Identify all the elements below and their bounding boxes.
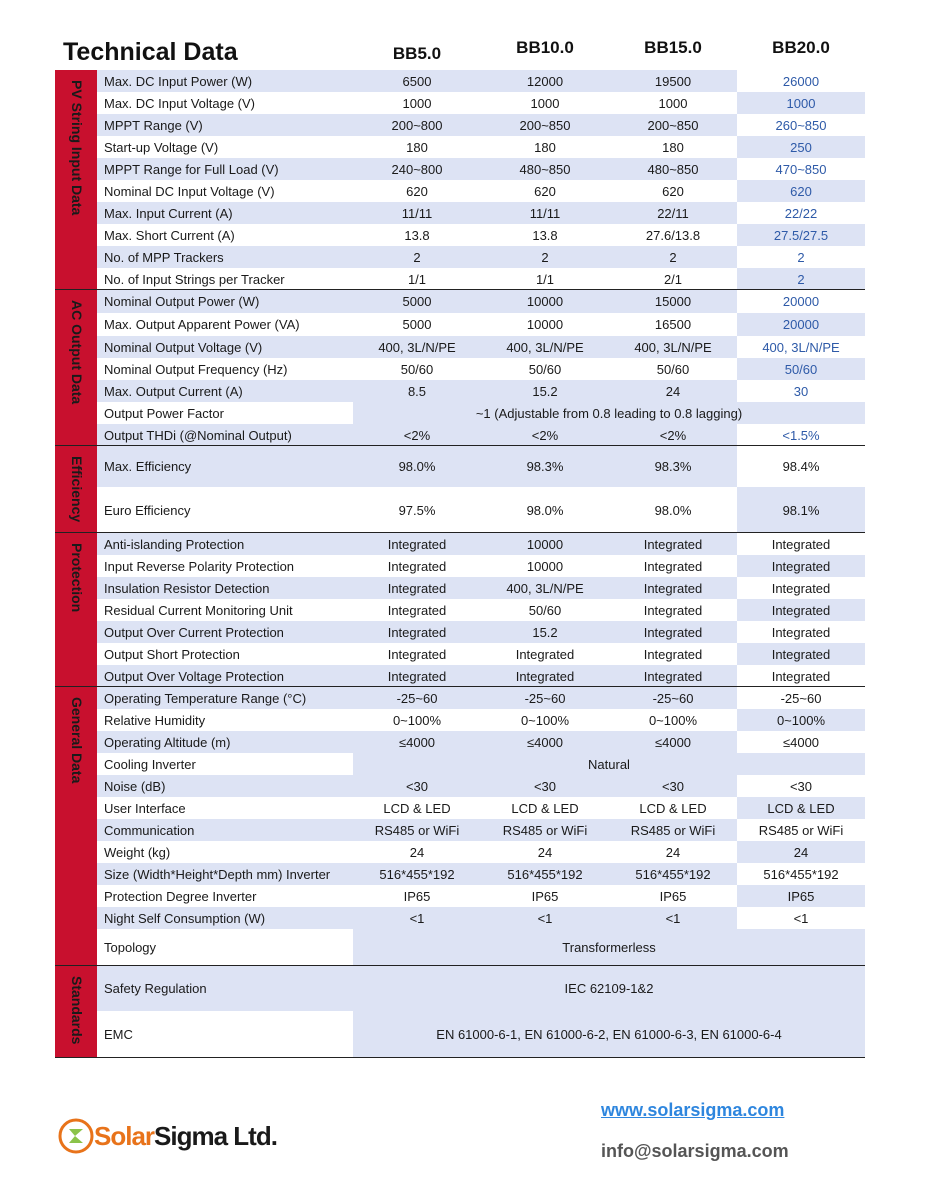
- value-cell-bb5-0: LCD & LED: [353, 797, 481, 819]
- value-cell-bb5-0: 1/1: [353, 268, 481, 290]
- value-cell-bb20-0: 620: [737, 180, 865, 202]
- value-cell-bb5-0: 1000: [353, 92, 481, 114]
- value-cell-bb15-0: 400, 3L/N/PE: [609, 336, 737, 358]
- param-label: User Interface: [97, 797, 353, 819]
- param-label: No. of MPP Trackers: [97, 246, 353, 268]
- sun-logo-icon: [58, 1118, 94, 1154]
- value-cell-bb5-0: 400, 3L/N/PE: [353, 336, 481, 358]
- param-label: Max. Efficiency: [97, 446, 353, 487]
- value-cell-bb15-0: 98.0%: [609, 487, 737, 533]
- table-row: [97, 533, 865, 555]
- spanned-value: Transformerless: [353, 929, 865, 966]
- value-cell-bb10-0: 15.2: [481, 380, 609, 402]
- section-label-block: [55, 70, 97, 290]
- param-label: Output Power Factor: [97, 402, 353, 424]
- section-label-block: [55, 290, 97, 446]
- value-cell-bb20-0: <30: [737, 775, 865, 797]
- value-cell-bb20-0: 260~850: [737, 114, 865, 136]
- spanned-value: ~1 (Adjustable from 0.8 leading to 0.8 lagging): [353, 402, 865, 424]
- value-cell-bb10-0: Integrated: [481, 643, 609, 665]
- value-cell-bb5-0: Integrated: [353, 533, 481, 555]
- param-label: Max. Short Current (A): [97, 224, 353, 246]
- value-cell-bb20-0: LCD & LED: [737, 797, 865, 819]
- table-row: [97, 313, 865, 336]
- table-row: [97, 929, 865, 966]
- column-header-3: BB20.0: [772, 38, 830, 57]
- param-label: Topology: [97, 929, 353, 966]
- value-cell-bb15-0: 16500: [609, 313, 737, 336]
- value-cell-bb5-0: 200~800: [353, 114, 481, 136]
- param-label: Euro Efficiency: [97, 487, 353, 533]
- param-label: Max. Output Current (A): [97, 380, 353, 402]
- column-header-0: BB5.0: [392, 44, 442, 63]
- value-cell-bb15-0: 50/60: [609, 358, 737, 380]
- value-cell-bb20-0: 516*455*192: [737, 863, 865, 885]
- value-cell-bb5-0: 50/60: [353, 358, 481, 380]
- value-cell-bb15-0: Integrated: [609, 577, 737, 599]
- value-cell-bb15-0: 24: [609, 380, 737, 402]
- value-cell-bb15-0: 516*455*192: [609, 863, 737, 885]
- param-label: Nominal DC Input Voltage (V): [97, 180, 353, 202]
- param-label: Output THDi (@Nominal Output): [97, 424, 353, 446]
- value-cell-bb20-0: 1000: [737, 92, 865, 114]
- value-cell-bb20-0: 26000: [737, 70, 865, 92]
- table-row: [97, 665, 865, 687]
- section-label: Efficiency: [69, 456, 85, 523]
- value-cell-bb10-0: 98.0%: [481, 487, 609, 533]
- value-cell-bb15-0: 2: [609, 246, 737, 268]
- value-cell-bb15-0: Integrated: [609, 533, 737, 555]
- section-label: General Data: [69, 697, 85, 784]
- value-cell-bb5-0: 5000: [353, 313, 481, 336]
- value-cell-bb5-0: ≤4000: [353, 731, 481, 753]
- value-cell-bb15-0: -25~60: [609, 687, 737, 709]
- value-cell-bb10-0: 1/1: [481, 268, 609, 290]
- table-row: [97, 687, 865, 709]
- value-cell-bb5-0: RS485 or WiFi: [353, 819, 481, 841]
- value-cell-bb10-0: 50/60: [481, 358, 609, 380]
- value-cell-bb20-0: 98.1%: [737, 487, 865, 533]
- value-cell-bb5-0: 5000: [353, 290, 481, 313]
- table-row: [97, 180, 865, 202]
- param-label: Output Over Current Protection: [97, 621, 353, 643]
- value-cell-bb20-0: Integrated: [737, 599, 865, 621]
- param-label: No. of Input Strings per Tracker: [97, 268, 353, 290]
- value-cell-bb20-0: 0~100%: [737, 709, 865, 731]
- value-cell-bb15-0: <2%: [609, 424, 737, 446]
- value-cell-bb20-0: 2: [737, 246, 865, 268]
- table-row: [97, 380, 865, 402]
- value-cell-bb20-0: 22/22: [737, 202, 865, 224]
- value-cell-bb10-0: 1000: [481, 92, 609, 114]
- value-cell-bb15-0: 15000: [609, 290, 737, 313]
- param-label: Anti-islanding Protection: [97, 533, 353, 555]
- value-cell-bb15-0: 620: [609, 180, 737, 202]
- param-label: Weight (kg): [97, 841, 353, 863]
- value-cell-bb15-0: 0~100%: [609, 709, 737, 731]
- table-row: [97, 621, 865, 643]
- table-row: [97, 599, 865, 621]
- table-row: [97, 487, 865, 533]
- value-cell-bb5-0: 6500: [353, 70, 481, 92]
- value-cell-bb20-0: <1.5%: [737, 424, 865, 446]
- value-cell-bb10-0: 400, 3L/N/PE: [481, 336, 609, 358]
- table-row: [97, 841, 865, 863]
- param-label: Output Short Protection: [97, 643, 353, 665]
- company-logo: [58, 1118, 277, 1154]
- value-cell-bb20-0: IP65: [737, 885, 865, 907]
- value-cell-bb5-0: 0~100%: [353, 709, 481, 731]
- section-divider: [97, 1057, 865, 1058]
- section-label-block: [55, 687, 97, 966]
- value-cell-bb20-0: Integrated: [737, 621, 865, 643]
- value-cell-bb5-0: Integrated: [353, 599, 481, 621]
- table-row: [97, 158, 865, 180]
- param-label: Nominal Output Voltage (V): [97, 336, 353, 358]
- value-cell-bb5-0: 11/11: [353, 202, 481, 224]
- table-row: [97, 643, 865, 665]
- page-title: Technical Data: [63, 38, 238, 66]
- table-row: [97, 114, 865, 136]
- value-cell-bb5-0: 8.5: [353, 380, 481, 402]
- table-row: [97, 731, 865, 753]
- value-cell-bb10-0: 200~850: [481, 114, 609, 136]
- param-label: Input Reverse Polarity Protection: [97, 555, 353, 577]
- value-cell-bb5-0: Integrated: [353, 665, 481, 687]
- value-cell-bb10-0: 10000: [481, 313, 609, 336]
- param-label: Start-up Voltage (V): [97, 136, 353, 158]
- value-cell-bb15-0: <1: [609, 907, 737, 929]
- value-cell-bb10-0: 50/60: [481, 599, 609, 621]
- param-label: Night Self Consumption (W): [97, 907, 353, 929]
- value-cell-bb15-0: 200~850: [609, 114, 737, 136]
- value-cell-bb15-0: 180: [609, 136, 737, 158]
- value-cell-bb20-0: Integrated: [737, 665, 865, 687]
- value-cell-bb5-0: 97.5%: [353, 487, 481, 533]
- column-header-2: BB15.0: [644, 38, 702, 57]
- value-cell-bb10-0: IP65: [481, 885, 609, 907]
- value-cell-bb20-0: 30: [737, 380, 865, 402]
- value-cell-bb5-0: 240~800: [353, 158, 481, 180]
- value-cell-bb10-0: 480~850: [481, 158, 609, 180]
- table-row: [97, 885, 865, 907]
- value-cell-bb5-0: <1: [353, 907, 481, 929]
- value-cell-bb5-0: Integrated: [353, 555, 481, 577]
- table-row: [97, 797, 865, 819]
- value-cell-bb5-0: 2: [353, 246, 481, 268]
- section-label: PV String Input Data: [69, 80, 85, 216]
- value-cell-bb15-0: 22/11: [609, 202, 737, 224]
- value-cell-bb15-0: 27.6/13.8: [609, 224, 737, 246]
- value-cell-bb20-0: 2: [737, 268, 865, 290]
- table-row: [97, 424, 865, 446]
- section-label: Protection: [69, 543, 85, 613]
- value-cell-bb5-0: 180: [353, 136, 481, 158]
- param-label: Noise (dB): [97, 775, 353, 797]
- value-cell-bb20-0: 24: [737, 841, 865, 863]
- value-cell-bb20-0: 400, 3L/N/PE: [737, 336, 865, 358]
- value-cell-bb10-0: RS485 or WiFi: [481, 819, 609, 841]
- param-label: EMC: [97, 1011, 353, 1058]
- value-cell-bb15-0: Integrated: [609, 621, 737, 643]
- value-cell-bb5-0: Integrated: [353, 621, 481, 643]
- section-label-block: [55, 533, 97, 687]
- value-cell-bb10-0: 400, 3L/N/PE: [481, 577, 609, 599]
- logo-text-sigma: Sigma Ltd.: [154, 1120, 277, 1151]
- value-cell-bb5-0: <30: [353, 775, 481, 797]
- value-cell-bb5-0: 24: [353, 841, 481, 863]
- value-cell-bb10-0: 12000: [481, 70, 609, 92]
- value-cell-bb10-0: 10000: [481, 555, 609, 577]
- value-cell-bb15-0: Integrated: [609, 599, 737, 621]
- table-row: [97, 268, 865, 290]
- value-cell-bb10-0: <2%: [481, 424, 609, 446]
- value-cell-bb20-0: 20000: [737, 290, 865, 313]
- value-cell-bb5-0: Integrated: [353, 577, 481, 599]
- value-cell-bb20-0: Integrated: [737, 643, 865, 665]
- value-cell-bb10-0: Integrated: [481, 665, 609, 687]
- table-row: [97, 402, 865, 424]
- section-label-block: [55, 966, 97, 1058]
- value-cell-bb5-0: IP65: [353, 885, 481, 907]
- table-row: [97, 555, 865, 577]
- value-cell-bb10-0: 13.8: [481, 224, 609, 246]
- value-cell-bb5-0: 516*455*192: [353, 863, 481, 885]
- table-row: [97, 863, 865, 885]
- value-cell-bb20-0: 98.4%: [737, 446, 865, 487]
- value-cell-bb10-0: 15.2: [481, 621, 609, 643]
- param-label: Cooling Inverter: [97, 753, 353, 775]
- table-row: [97, 819, 865, 841]
- value-cell-bb15-0: <30: [609, 775, 737, 797]
- value-cell-bb10-0: <30: [481, 775, 609, 797]
- value-cell-bb10-0: 180: [481, 136, 609, 158]
- param-label: MPPT Range (V): [97, 114, 353, 136]
- section-label-block: [55, 446, 97, 533]
- column-header-1: BB10.0: [516, 38, 574, 57]
- param-label: Operating Altitude (m): [97, 731, 353, 753]
- param-label: Nominal Output Frequency (Hz): [97, 358, 353, 380]
- table-row: [97, 775, 865, 797]
- spanned-value: IEC 62109-1&2: [353, 966, 865, 1011]
- value-cell-bb20-0: 50/60: [737, 358, 865, 380]
- value-cell-bb10-0: 10000: [481, 533, 609, 555]
- value-cell-bb15-0: 24: [609, 841, 737, 863]
- table-row: [97, 966, 865, 1011]
- value-cell-bb20-0: -25~60: [737, 687, 865, 709]
- value-cell-bb10-0: 620: [481, 180, 609, 202]
- param-label: Communication: [97, 819, 353, 841]
- value-cell-bb20-0: 470~850: [737, 158, 865, 180]
- param-label: Residual Current Monitoring Unit: [97, 599, 353, 621]
- value-cell-bb5-0: 98.0%: [353, 446, 481, 487]
- value-cell-bb10-0: <1: [481, 907, 609, 929]
- param-label: MPPT Range for Full Load (V): [97, 158, 353, 180]
- value-cell-bb15-0: 19500: [609, 70, 737, 92]
- value-cell-bb20-0: 250: [737, 136, 865, 158]
- table-row: [97, 1011, 865, 1058]
- value-cell-bb10-0: 10000: [481, 290, 609, 313]
- param-label: Operating Temperature Range (°C): [97, 687, 353, 709]
- value-cell-bb10-0: LCD & LED: [481, 797, 609, 819]
- value-cell-bb15-0: ≤4000: [609, 731, 737, 753]
- value-cell-bb15-0: Integrated: [609, 665, 737, 687]
- value-cell-bb20-0: <1: [737, 907, 865, 929]
- value-cell-bb15-0: Integrated: [609, 643, 737, 665]
- value-cell-bb20-0: Integrated: [737, 555, 865, 577]
- spanned-value: Natural: [353, 753, 865, 775]
- section-label: Standards: [69, 976, 85, 1045]
- table-row: [97, 709, 865, 731]
- table-row: [97, 224, 865, 246]
- table-row: [97, 136, 865, 158]
- param-label: Nominal Output Power (W): [97, 290, 353, 313]
- param-label: Size (Width*Height*Depth mm) Inverter: [97, 863, 353, 885]
- value-cell-bb5-0: <2%: [353, 424, 481, 446]
- value-cell-bb20-0: 27.5/27.5: [737, 224, 865, 246]
- table-row: [97, 290, 865, 313]
- value-cell-bb10-0: 0~100%: [481, 709, 609, 731]
- value-cell-bb20-0: Integrated: [737, 577, 865, 599]
- value-cell-bb10-0: ≤4000: [481, 731, 609, 753]
- email-address: info@solarsigma.com: [601, 1141, 789, 1161]
- param-label: Relative Humidity: [97, 709, 353, 731]
- value-cell-bb10-0: 11/11: [481, 202, 609, 224]
- value-cell-bb20-0: ≤4000: [737, 731, 865, 753]
- table-row: [97, 577, 865, 599]
- table-row: [97, 753, 865, 775]
- value-cell-bb10-0: 24: [481, 841, 609, 863]
- table-row: [97, 202, 865, 224]
- param-label: Insulation Resistor Detection: [97, 577, 353, 599]
- value-cell-bb15-0: 98.3%: [609, 446, 737, 487]
- value-cell-bb10-0: 516*455*192: [481, 863, 609, 885]
- param-label: Max. DC Input Voltage (V): [97, 92, 353, 114]
- table-row: [97, 92, 865, 114]
- value-cell-bb15-0: Integrated: [609, 555, 737, 577]
- value-cell-bb15-0: LCD & LED: [609, 797, 737, 819]
- table-row: [97, 246, 865, 268]
- value-cell-bb15-0: RS485 or WiFi: [609, 819, 737, 841]
- param-label: Max. Output Apparent Power (VA): [97, 313, 353, 336]
- table-row: [97, 358, 865, 380]
- value-cell-bb10-0: -25~60: [481, 687, 609, 709]
- value-cell-bb5-0: 13.8: [353, 224, 481, 246]
- value-cell-bb20-0: RS485 or WiFi: [737, 819, 865, 841]
- website-link[interactable]: www.solarsigma.com: [601, 1100, 785, 1120]
- value-cell-bb5-0: -25~60: [353, 687, 481, 709]
- logo-text-solar: Solar: [94, 1120, 155, 1151]
- param-label: Output Over Voltage Protection: [97, 665, 353, 687]
- value-cell-bb20-0: 20000: [737, 313, 865, 336]
- param-label: Max. DC Input Power (W): [97, 70, 353, 92]
- param-label: Safety Regulation: [97, 966, 353, 1011]
- value-cell-bb15-0: IP65: [609, 885, 737, 907]
- value-cell-bb10-0: 98.3%: [481, 446, 609, 487]
- value-cell-bb5-0: Integrated: [353, 643, 481, 665]
- table-row: [97, 70, 865, 92]
- value-cell-bb15-0: 2/1: [609, 268, 737, 290]
- spanned-value: EN 61000-6-1, EN 61000-6-2, EN 61000-6-3, EN 61000-6-4: [353, 1011, 865, 1058]
- table-row: [97, 336, 865, 358]
- value-cell-bb20-0: Integrated: [737, 533, 865, 555]
- value-cell-bb15-0: 1000: [609, 92, 737, 114]
- section-label: AC Output Data: [69, 300, 85, 405]
- param-label: Protection Degree Inverter: [97, 885, 353, 907]
- param-label: Max. Input Current (A): [97, 202, 353, 224]
- value-cell-bb10-0: 2: [481, 246, 609, 268]
- value-cell-bb15-0: 480~850: [609, 158, 737, 180]
- value-cell-bb5-0: 620: [353, 180, 481, 202]
- table-row: [97, 907, 865, 929]
- table-row: [97, 446, 865, 487]
